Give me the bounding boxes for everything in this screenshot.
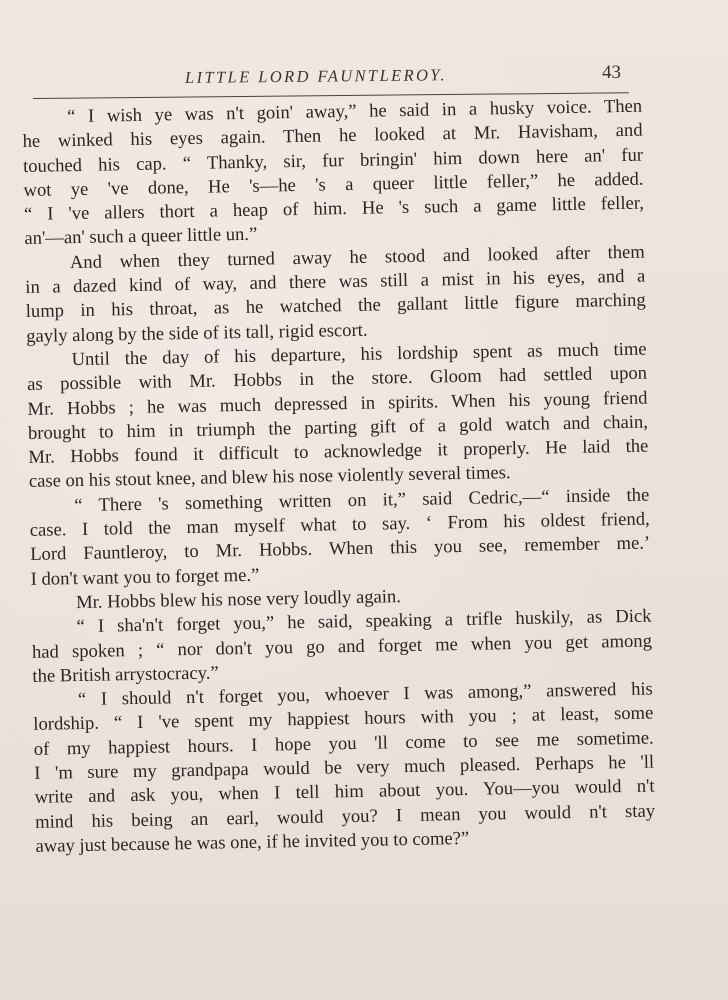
text-line-content: lump in his throat, as he watched the gallant little figure marching <box>25 289 646 323</box>
text-line-content: mind his being an earl, would you? I mean you would n't stay <box>34 800 656 833</box>
text-line-content: as possible with Mr. Hobbs in the store. Gloom had settled upon <box>26 362 648 396</box>
text-line-content: “ There 's something written on it,” said Cedric,—“ inside the <box>74 484 650 516</box>
text-line-content: “ I wish ye was n't goin' away,” he said in a husky voice. Then <box>67 95 643 128</box>
running-title: LITTLE LORD FAUNTLEROY. <box>184 65 448 87</box>
text-line-content: case on his stout knee, and blew his nose violently several times. <box>28 462 511 493</box>
text-line-content: had spoken ; “ nor don't you go and forget me when you get among <box>31 630 653 663</box>
text-line-content: Mr. Hobbs ; he was much depressed in spirits. When his young friend <box>27 387 648 420</box>
text-line-content: the British arrystocracy.” <box>32 662 219 687</box>
text-line-content: he winked his eyes again. Then he looked at Mr. Havisham, and <box>22 119 643 153</box>
text-line-content: “ I 've allers thort a heap of him. He 's such a game little feller, <box>23 192 645 226</box>
text-line-content: away just because he was one, if he invited you to come?” <box>35 827 470 857</box>
text-line-content: “ I sha'n't forget you,” he said, speaking a trifle huskily, as Dick <box>76 605 652 638</box>
text-line-content: wot ye 've done, He 's—he 's a queer little feller,” he added. <box>23 168 644 201</box>
page-number: 43 <box>602 62 621 83</box>
text-line-content: I 'm sure my grandpapa would be very much pleased. Perhaps he 'll <box>34 751 655 784</box>
text-line-content: an'—an' such a queer little un.” <box>24 224 258 250</box>
text-line-content: lordship. “ I 've spent my happiest hours with you ; at least, some <box>33 702 654 736</box>
text-line-content: touched his cap. “ Thanky, sir, fur bringin' him down here an' fur <box>22 144 644 177</box>
text-line-content: Until the day of his departure, his lordship spent as much time <box>71 338 647 371</box>
text-line-content: brought to him in triumph the parting gift of a gold watch and chain, <box>27 411 649 444</box>
text-line-content: of my happiest hours. I hope you 'll come to see me sometime. <box>33 727 654 760</box>
text-line-content: Mr. Hobbs blew his nose very loudly again. <box>75 586 402 614</box>
text-line-content: And when they turned away he stood and looked after them <box>69 241 645 273</box>
text-line-content: gayly along by the side of its tall, rigid escort. <box>26 319 368 347</box>
text-line-content: Lord Fauntleroy, to Mr. Hobbs. When this you see, remember me.’ <box>30 532 651 566</box>
text-line-content: I don't want you to forget me.” <box>30 564 260 590</box>
text-line-content: case. I told the man myself what to say. ‘ From his oldest friend, <box>29 508 650 541</box>
page-header <box>0 58 728 92</box>
text-line-content: Mr. Hobbs found it difficult to acknowledge it properly. He laid the <box>28 435 649 469</box>
body-text <box>22 95 656 859</box>
text-line-content: “ I should n't forget you, whoever I was among,” answered his <box>77 678 653 711</box>
text-line-content: in a dazed kind of way, and there was still a mist in his eyes, and a <box>25 265 646 299</box>
text-line-content: write and ask you, when I tell him about you. You—you would n't <box>34 775 655 809</box>
